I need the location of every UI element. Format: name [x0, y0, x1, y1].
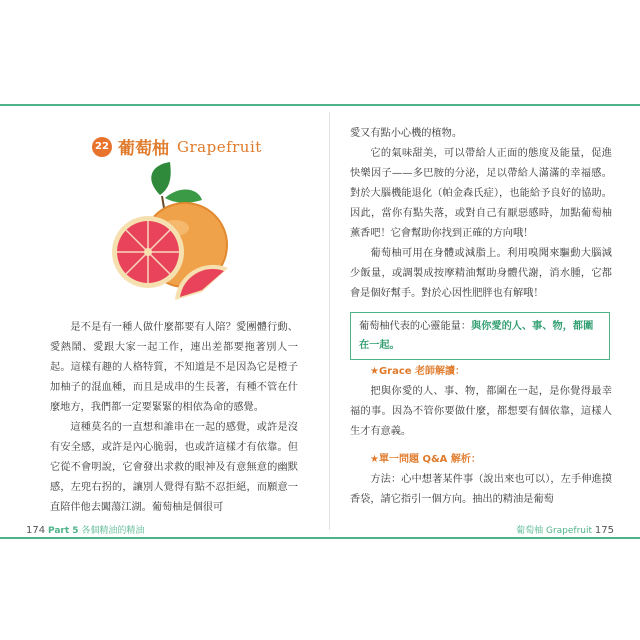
right-body-text [350, 124, 612, 304]
section-heading: ★Grace 老師解讀： [370, 366, 466, 377]
footer-part: Part 5 [47, 526, 79, 536]
left-page [20, 112, 310, 530]
left-body-text [50, 318, 298, 518]
chapter-number-badge: 22 [92, 137, 112, 157]
right-footer [516, 523, 614, 536]
leaf-icon [165, 190, 202, 203]
section-text: 方法：心中想著某件事（說出來也可以），左手伸進摸香袋，請它指引一個方向。抽出的精油是葡萄 [350, 474, 612, 505]
right-page [350, 112, 625, 530]
callout-highlight: 與你愛的人、事、物，都圍在一起。 [359, 320, 594, 351]
paragraph: 它的氣味甜美，可以帶給人正面的態度及能量，促進快樂因子——多巴胺的分泌，足以帶給人滿滿的幸福感。對於大腦機能退化（帕金森氏症），也能給予良好的協助。因此，當你有點失落，或對自己有厭惡感時，加點葡萄柚薰香吧！它會幫助你找到正確的方向哦！ [350, 148, 612, 239]
footer-title-zh: 葡萄柚 [516, 526, 544, 536]
qa-analysis-section [350, 450, 612, 510]
energy-callout-box [350, 312, 610, 360]
title-chinese: 葡萄柚 [118, 139, 169, 159]
paragraph: 這種莫名的一直想和誰串在一起的感覺，或許是沒有安全感，或許是內心脆弱，也或許這樣才有依靠。但它從不會明說，它會發出求救的眼神及有意無意的幽默感，左兜右拐的，讓別人覺得有點不忍拒絕，而願意一直陪伴他去闖蕩江湖。葡萄柚是個很可 [50, 422, 298, 513]
paragraph: 是不是有一種人做什麼都要有人陪？愛團體行動、愛熱鬧、愛跟大家一起工作，連出差都要拖著別人一起。這樣有趣的人格特質，不知道是不是因為它是橙子加柚子的混血種，而且是成串的生長著，有種不管在什麼地方，我們都一定要緊緊的相依為命的感覺。 [50, 322, 298, 413]
book-spine [329, 112, 330, 530]
title-english: Grapefruit [177, 137, 262, 156]
page-number: 174 [26, 525, 46, 536]
page-number: 175 [594, 525, 614, 536]
chapter-title [92, 134, 262, 159]
grace-interpretation-section [350, 362, 612, 442]
paragraph: 葡萄柚可用在身體或減脂上。利用嗅聞來驅動大腦減少飯量，或調製成按摩精油幫助身體代謝，消水腫，它都會是個好幫手。對於心因性肥胖也有解哦！ [350, 248, 612, 299]
grapefruit-illustration [90, 160, 240, 310]
callout-label: 葡萄柚代表的心靈能量： [359, 321, 472, 332]
top-rule [0, 104, 640, 106]
section-text: 把與你愛的人、事、物，都圍在一起，是你覺得最幸福的事。因為不管你要做什麼，都想要有個依靠，這樣人生才有意義。 [350, 386, 612, 437]
footer-section: 各個精油的精油 [81, 526, 145, 536]
paragraph: 愛又有點小心機的植物。 [350, 128, 463, 139]
leaf-icon [151, 162, 170, 195]
section-heading: ★單一問題 Q&A 解析： [370, 454, 481, 465]
left-footer [26, 523, 144, 536]
footer-title-en: Grapefruit [545, 526, 593, 536]
bottom-rule [0, 537, 640, 539]
